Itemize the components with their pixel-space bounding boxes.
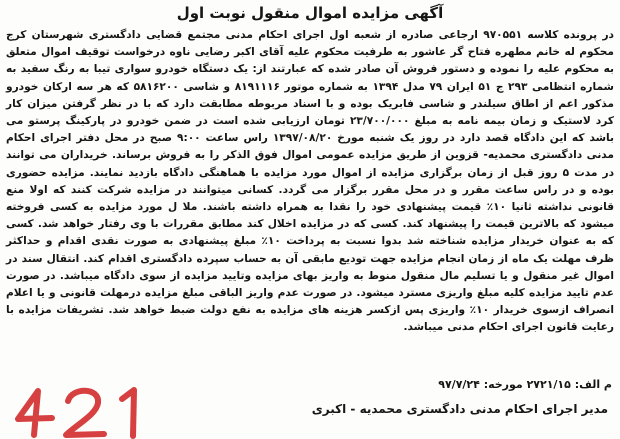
notice-title: آگهی مزایده اموال منقول نوبت اول <box>176 4 444 22</box>
handwritten-note <box>12 385 157 439</box>
signature-line: مدیر اجرای احکام مدنی دادگستری محمدیه - اکبری <box>311 402 608 416</box>
reference-number: م الف: ۲۷۲۱/۱۵ مورخه: ۹۷/۷/۲۴ <box>438 378 612 391</box>
notice-body: در پرونده کلاسه ۹۷۰۵۵۱ ارجاعی صادره از شعبه اول اجرای احکام مدنی مجتمع قضایی دادگستری شهرستان کرج محکوم له خانم مطهره فتاح گر عاشور به طرفیت محکوم علیه آقای اکبر رضایی ناوه درخواست توقیف اموال متعلق به محکوم علیه را نموده و دستور فروش آن صادر شده که عبارتند از: یک دستگاه خودرو سواری تیبا به رنگ سفید به شماره انتظامی ۲۹۳ ج ۵۱ ایران ۷۹ مدل ۱۳۹۴ به شماره موتور ۸۱۹۱۱۱۶ و شاسی ۵۸۱۶۲۰۰ که هر سه ارکان خودرو مذکور اعم از اطاق سیلندر و شاسی فابریک بوده و با اسناد مربوطه مطابقت دارد که با در نظر گرفتن میزان کار کرد لاستیک و زمان بیمه نامه به مبلغ ۲۳/۷۰۰/۰۰۰ تومان ارزیابی شده است در ضمن خودرو در پارکینگ پرستو می باشد که این دادگاه قصد دارد در روز یک شنبه مورخ ۱۳۹۷/۰۸/۲۰ راس ساعت ۹:۰۰ صبح در محل دفتر اجرای احکام مدنی دادگستری محمدیه- قزوین از طریق مزایده عمومی اموال فوق الذکر را به فروش برساند. خریداران می توانند در مدت ۵ روز قبل از زمان برگزاری مزایده از اموال مورد مزایده با هماهنگی دادگاه بازدید نمایند. مزایده حضوری بوده و در راس ساعت مقرر و در محل مقرر برگزار می گردد. کسانی میتوانند در مزایده شرکت کنند که اولا منع قانونی نداشته ثانیا ۱۰٪ قیمت پیشنهادی خود را نقدا به همراه داشته باشند. ملا ل مورد مزایده به کسی فروخته میشود که بالاترین قیمت را پیشنهاد کند. کسی که در مزایده اخلال کند مطابق مقررات با وی رفتار خواهد شد. کسی که به عنوان خریدار مزایده شناخته شد بدوا نسبت به پرداخت ۱۰٪ مبلغ پیشنهادی به صورت نقدی اقدام و حداکثر ظرف مهلت یک ماه از زمان انجام مزایده جهت تودیع مابقی آن به حساب سپرده دادگستری اقدام کند. انتقال سند در اموال غیر منقول و یا تسلیم مال منقول منوط به واریز بهای مزایده وتایید مزایده از سوی دادگاه میباشد. در صورت عدم تایید مزایده کلیه مبلغ واریزی مسترد میشود. در صورت عدم واریز الباقی مبلغ مزایده درمهلت قانونی و یا اعلام انصراف ازسوی خریدار ۱۰٪ واریزی پس ازکسر هزینه های مزایده به نفع دولت ضبط خواهد شد. تشریفات مزایده با رعایت قانون اجرای احکام مدنی میباشد. <box>6 29 615 334</box>
